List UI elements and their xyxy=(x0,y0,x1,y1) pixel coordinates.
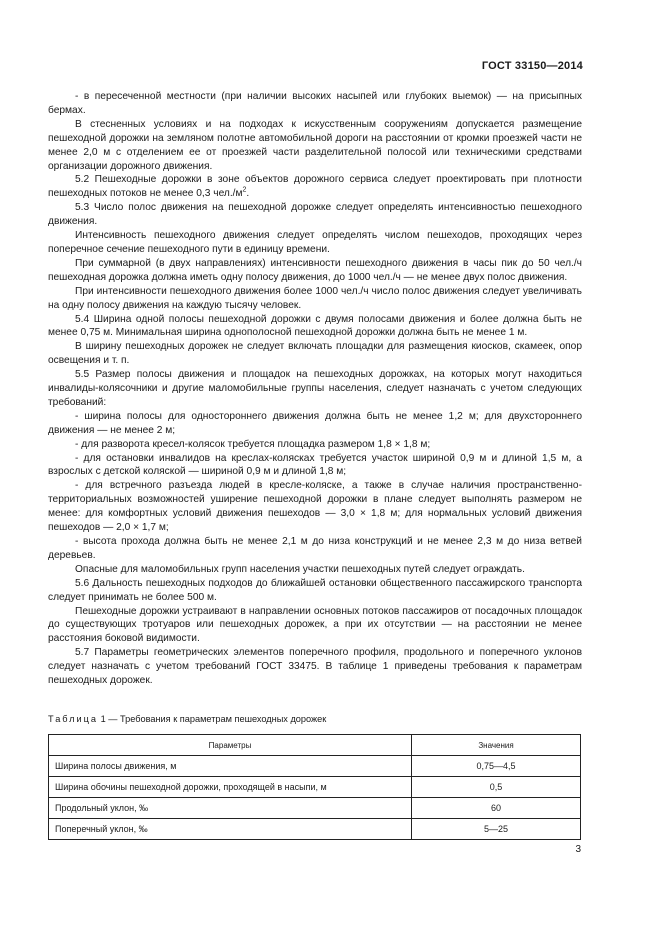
table-cell: Ширина полосы движения, м xyxy=(49,756,412,777)
table-cell: 0,5 xyxy=(412,777,581,798)
table-caption-text: 1 — Требования к параметрам пешеходных дорожек xyxy=(100,714,327,724)
paragraph: 5.6 Дальность пешеходных подходов до ближайшей остановки общественного пассажирского транспорта следует принимать не более 500 м. xyxy=(48,577,582,603)
table-cell: 0,75—4,5 xyxy=(412,756,581,777)
paragraph: Пешеходные дорожки устраивают в направлении основных потоков пассажиров от посадочных площадок до существующих тротуаров или пешеходных дорожек, а при их отсутствии — на расстоянии не менее расстояния боковой видимости. xyxy=(48,605,582,645)
header-cell: Параметры xyxy=(49,735,412,756)
paragraph: В ширину пешеходных дорожек не следует включать площадки для размещения киосков, скамеек, опор освещения и т. п. xyxy=(48,341,582,367)
superscript: 2 xyxy=(242,186,247,194)
list-item: - для остановки инвалидов на креслах-колясках требуется участок шириной 0,9 м и длиной 1,5 м, а взрослых с детской коляской — шириной 0,9 м и длиной 1,8 м; xyxy=(48,452,582,478)
table-row xyxy=(49,756,581,777)
table-cell: Ширина обочины пешеходной дорожки, проходящей в насыпи, м xyxy=(49,777,412,798)
list-item: - для разворота кресел-колясок требуется площадка размером 1,8 × 1,8 м; xyxy=(75,438,431,450)
table-cell: 5—25 xyxy=(412,819,581,840)
requirements-table xyxy=(48,734,581,840)
table-row xyxy=(49,777,581,798)
list-item: - ширина полосы для одностороннего движения должна быть не менее 1,2 м; для двухстороннего движения — не менее 2 м; xyxy=(48,410,582,436)
paragraph: При интенсивности пешеходного движения более 1000 чел./ч число полос движения следует увеличивать на одну полосу движения на каждую тысячу человек. xyxy=(48,285,582,311)
paragraph: 5.4 Ширина одной полосы пешеходной дорожки с двумя полосами движения и более должна быть не менее 0,75 м. Минимальная ширина однополосной пешеходной дорожки должна быть не менее 1 м. xyxy=(48,313,582,339)
paragraph: В стесненных условиях и на подходах к искусственным сооружениям допускается размещение пешеходной дорожки на земляном полотне автомобильной дороги на расстоянии от кромки проезжей части не менее 2,0 м с отделением ее от проезжей части разделительной полосой или техническими средствами организации дорожного движения. xyxy=(48,118,582,172)
table-caption-label: Таблица xyxy=(48,714,99,724)
paragraph: 5.5 Размер полосы движения и площадок на пешеходных дорожках, на которых могут находиться инвалиды-колясочники и другие маломобильные группы населения, следует назначать с учетом следующих требований: xyxy=(48,369,582,408)
list-item: - высота прохода должна быть не менее 2,1 м до низа конструкций и не менее 2,3 м до низа ветвей деревьев. xyxy=(48,536,582,561)
table-caption xyxy=(48,714,326,724)
paragraph: При суммарной (в двух направлениях) интенсивности пешеходного движения в часы пик до 50 чел./ч пешеходная дорожка должна иметь одну полосу движения, до 1000 чел./ч — не менее двух полос движения. xyxy=(48,257,582,283)
page-number: 3 xyxy=(575,844,581,855)
paragraph: 5.3 Число полос движения на пешеходной дорожке следует определять интенсивностью пешеходного движения. xyxy=(48,202,582,228)
list-item: - для встречного разъезда людей в кресле-коляске, а также в случае наличия пространственно-территориальных возможностей уширение пешеходной дорожки в плане следует выполнять размером не менее: для комфортных условий движения пешеходов — 3,0 × 1,8 м; для нормальных условий движения пешеходов — 2,0 × 1,7 м; xyxy=(48,480,582,534)
table-header-row xyxy=(49,735,581,756)
table-cell: 60 xyxy=(412,798,581,819)
paragraph: - в пересеченной местности (при наличии высоких насыпей или глубоких выемок) — на присыпных бермах. xyxy=(48,91,582,116)
document-header: ГОСТ 33150—2014 xyxy=(481,60,583,72)
table-row xyxy=(49,798,581,819)
header-cell: Значения xyxy=(412,735,581,756)
paragraph: Интенсивность пешеходного движения следует определять числом пешеходов, проходящих через поперечное сечение пешеходного пути в единицу времени. xyxy=(48,230,582,255)
paragraph: Опасные для маломобильных групп населения участки пешеходных путей следует ограждать. xyxy=(75,563,525,575)
paragraph: 5.2 Пешеходные дорожки в зоне объектов дорожного сервиса следует проектировать при плотности пешеходных потоков не менее 0,3 $чел./м^2$. xyxy=(48,174,582,200)
document-body xyxy=(48,90,582,688)
paragraph: 5.7 Параметры геометрических элементов поперечного профиля, продольного и поперечного уклонов следует назначать с учетом требований ГОСТ 33475. В таблице 1 приведены требования к параметрам пешеходных дорожек. xyxy=(48,647,582,687)
table-cell: Поперечный уклон, ‰ xyxy=(49,819,412,840)
table-row xyxy=(49,819,581,840)
table-cell: Продольный уклон, ‰ xyxy=(49,798,412,819)
